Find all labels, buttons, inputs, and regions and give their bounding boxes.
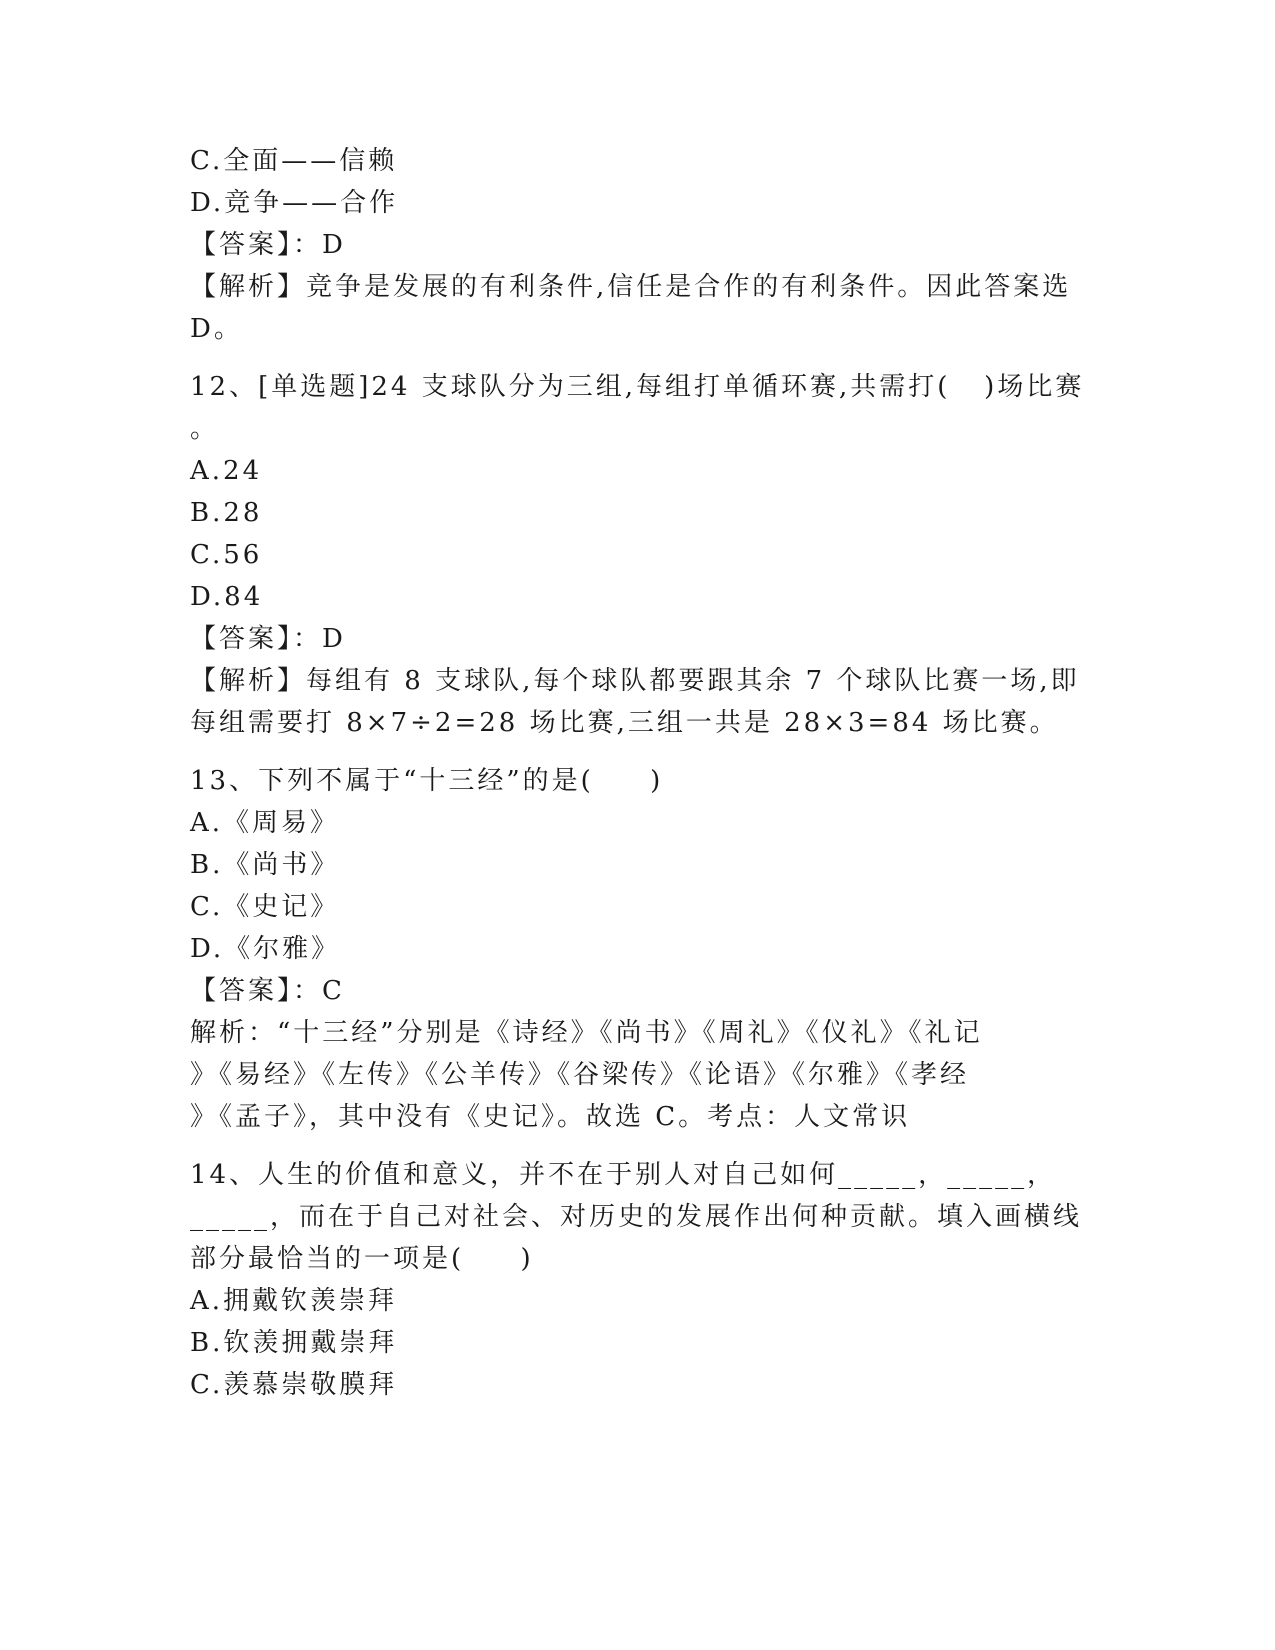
q14-stem-line3: 部分最恰当的一项是( ) (190, 1244, 534, 1274)
q11-option-c: C.全面——信赖 (190, 146, 398, 176)
q13-analysis-line2: 》《易经》《左传》《公羊传》《谷梁传》《论语》《尔雅》《孝经 (190, 1060, 970, 1090)
q13-stem: 13、下列不属于“十三经”的是( ) (190, 766, 664, 796)
q11-option-d: D.竞争——合作 (190, 188, 399, 218)
q13-option-b: B.《尚书》 (190, 850, 340, 880)
q12-option-a: A.24 (190, 456, 263, 486)
q12-stem-line2: 。 (190, 414, 220, 444)
q13-option-d: D.《尔雅》 (190, 934, 341, 964)
q14-option-b: B.钦羡拥戴崇拜 (190, 1328, 398, 1358)
q14-option-a: A.拥戴钦羡崇拜 (190, 1286, 398, 1316)
q12-stem-line1: 12、[单选题]24 支球队分为三组,每组打单循环赛,共需打( )场比赛 (190, 372, 1085, 402)
q13-analysis-line3: 》《孟子》，其中没有《史记》。故选 C。考点：人文常识 (190, 1102, 911, 1132)
q12-analysis-line1: 【解析】每组有 8 支球队,每个球队都要跟其余 7 个球队比赛一场,即 (190, 666, 1080, 696)
q13-analysis-line1: 解析：“十三经”分别是《诗经》《尚书》《周礼》《仪礼》《礼记 (190, 1018, 983, 1048)
q12-answer: 【答案】：D (190, 624, 346, 654)
q13-option-a: A.《周易》 (190, 808, 340, 838)
q12-option-c: C.56 (190, 540, 263, 570)
q11-analysis-line1: 【解析】竞争是发展的有利条件,信任是合作的有利条件。因此答案选 (190, 272, 1072, 302)
q12-option-d: D.84 (190, 582, 264, 612)
q14-option-c: C.羡慕崇敬膜拜 (190, 1370, 398, 1400)
q12-analysis-line2: 每组需要打 8×7÷2=28 场比赛,三组一共是 28×3=84 场比赛。 (190, 708, 1059, 738)
q14-stem-line1: 14、人生的价值和意义，并不在于别人对自己如何_____，_____， (190, 1160, 1057, 1190)
q11-analysis-line2: D。 (190, 314, 243, 344)
q13-answer: 【答案】：C (190, 976, 345, 1006)
q12-option-b: B.28 (190, 498, 263, 528)
q14-stem-line2: _____，而在于自己对社会、对历史的发展作出何种贡献。填入画横线 (190, 1202, 1083, 1232)
q11-answer: 【答案】：D (190, 230, 346, 260)
q13-option-c: C.《史记》 (190, 892, 340, 922)
